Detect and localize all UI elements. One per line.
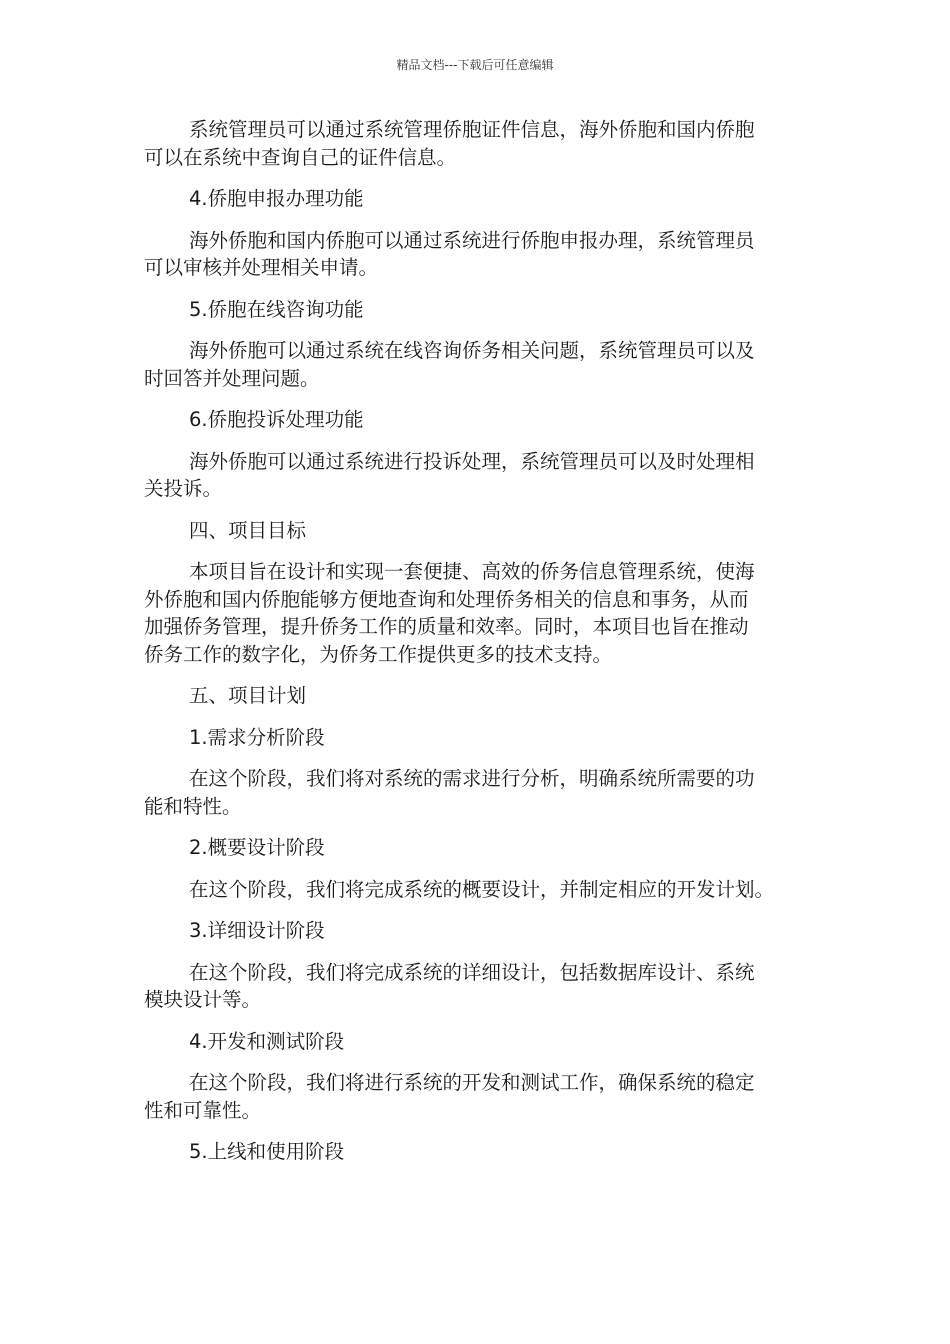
paragraph-line: 时回答并处理问题。 — [144, 366, 320, 390]
paragraph-line: 海外侨胞可以通过系统在线咨询侨务相关问题，系统管理员可以及 — [189, 339, 755, 362]
paragraph — [144, 558, 808, 668]
page-header: 精品文档---下载后可任意编辑 — [396, 58, 554, 72]
paragraph-line: 性和可靠性。 — [144, 1098, 262, 1122]
paragraph-line: 海外侨胞和国内侨胞可以通过系统进行侨胞申报办理，系统管理员 — [189, 228, 755, 252]
paragraph-line: 系统管理员可以通过系统管理侨胞证件信息，海外侨胞和国内侨胞 — [189, 118, 755, 141]
paragraph-line: 侨务工作的数字化，为侨务工作提供更多的技术支持。 — [144, 642, 613, 666]
section-heading: 3.详细设计阶段 — [189, 919, 325, 942]
paragraph-line: 加强侨务管理，提升侨务工作的质量和效率。同时，本项目也旨在推动 — [144, 615, 749, 638]
paragraph-line: 关投诉。 — [144, 477, 223, 500]
section-heading: 4.开发和测试阶段 — [189, 1029, 345, 1053]
section-heading: 2.概要设计阶段 — [189, 836, 325, 859]
paragraph-line: 在这个阶段，我们将完成系统的概要设计，并制定相应的开发计划。 — [189, 877, 775, 901]
document-body — [144, 116, 808, 1180]
paragraph-line: 在这个阶段，我们将对系统的需求进行分析，明确系统所需要的功 — [189, 767, 755, 790]
paragraph-line: 能和特性。 — [144, 794, 242, 818]
paragraph-line: 本项目旨在设计和实现一套便捷、高效的侨务信息管理系统，使海 — [189, 560, 755, 583]
paragraph-line: 在这个阶段，我们将进行系统的开发和测试工作，确保系统的稳定 — [189, 1071, 755, 1094]
section-heading: 6.侨胞投诉处理功能 — [189, 408, 364, 431]
paragraph — [144, 876, 808, 904]
paragraph-line: 在这个阶段，我们将完成系统的详细设计，包括数据库设计、系统 — [189, 960, 755, 984]
section-heading: 5.侨胞在线咨询功能 — [189, 297, 364, 321]
paragraph — [144, 448, 808, 503]
paragraph-line: 可以在系统中查询自己的证件信息。 — [144, 145, 457, 169]
section-heading: 4.侨胞申报办理功能 — [189, 187, 364, 210]
paragraph-line: 海外侨胞可以通过系统进行投诉处理，系统管理员可以及时处理相 — [189, 449, 755, 473]
section-heading: 1.需求分析阶段 — [189, 725, 325, 749]
paragraph — [144, 959, 808, 1014]
paragraph — [144, 765, 808, 820]
section-heading: 5.上线和使用阶段 — [189, 1140, 345, 1163]
paragraph-line: 可以审核并处理相关申请。 — [144, 256, 379, 279]
section-heading: 四、项目目标 — [189, 518, 307, 542]
paragraph — [144, 337, 808, 392]
paragraph — [144, 227, 808, 282]
paragraph — [144, 116, 808, 171]
paragraph-line: 模块设计等。 — [144, 988, 262, 1011]
section-heading: 五、项目计划 — [189, 684, 307, 707]
paragraph — [144, 1069, 808, 1124]
paragraph-line: 外侨胞和国内侨胞能够方便地查询和处理侨务相关的信息和事务，从而 — [144, 587, 749, 611]
